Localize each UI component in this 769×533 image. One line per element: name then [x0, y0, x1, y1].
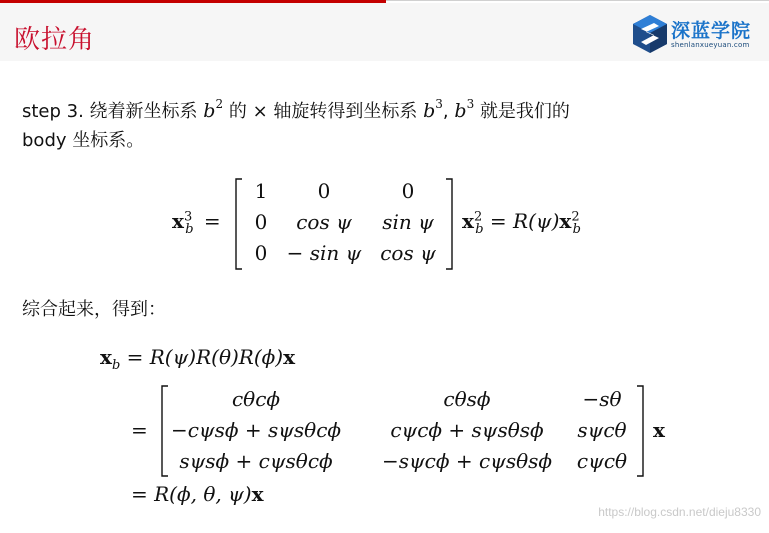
matrix-cell: 0 [401, 179, 415, 203]
matrix-cell: sin ψ [382, 210, 434, 234]
matrix-cell: cos ψ [296, 210, 352, 234]
top-divider [386, 0, 769, 1]
eq2-line1: $x_b = R(\psi)R(\theta)R(\phi)x$ [100, 345, 296, 373]
matrix-cell: cθcϕ [231, 387, 281, 411]
logo-cube-icon [632, 14, 668, 54]
symbol-b3-second: $b^3$ [454, 97, 475, 122]
matrix-cell: 0 [317, 179, 331, 203]
step-prefix: step 3. 绕着新坐标系 [22, 101, 198, 122]
body-frame-line: body 坐标系。 [22, 130, 145, 151]
eq2-matrix-x: x [653, 418, 665, 442]
eq2-line3: = R(ϕ, θ, ψ)x [131, 482, 264, 506]
eq1-lhs: $x^3_b$ = [172, 209, 221, 237]
eq1-left-bracket [234, 178, 244, 270]
matrix-cell: −cψsϕ + sψsθcϕ [170, 418, 342, 442]
step-3-line [22, 97, 570, 126]
matrix-cell: cθsϕ [443, 387, 491, 411]
slide-title: 欧拉角 [14, 25, 96, 55]
eq1-right-bracket [444, 178, 454, 270]
matrix-cell: 0 [254, 241, 268, 265]
combined-rotation-equation [100, 340, 680, 520]
matrix-cell: sψsϕ + cψsθcϕ [179, 449, 333, 473]
comma: , [442, 101, 449, 122]
matrix-cell: − sin ψ [286, 241, 362, 265]
combine-line: 综合起来，得到： [22, 299, 166, 320]
slide-header [0, 3, 769, 61]
matrix-cell: −sψcϕ + cψsθsϕ [381, 449, 553, 473]
matrix-cell: cos ψ [380, 241, 436, 265]
rotation-equation-psi [172, 175, 602, 273]
matrix-cell: −sθ [582, 387, 622, 411]
matrix-cell: 1 [254, 179, 268, 203]
matrix-cell: 0 [254, 210, 268, 234]
step-after-text: 就是我们的 [479, 101, 570, 122]
matrix-cell: cψcϕ + sψsθsϕ [390, 418, 544, 442]
shenlan-logo [632, 14, 762, 54]
eq1-rhs: $x^2_b = R(\psi)x^2_b$ [462, 209, 581, 237]
step-mid-text: 的 × 轴旋转得到坐标系 [228, 101, 418, 122]
eq2-right-bracket [635, 385, 645, 477]
logo-name: 深蓝学院 [671, 20, 752, 42]
watermark: https://blog.csdn.net/dieju8330 [598, 505, 761, 519]
eq2-equals: = [131, 418, 148, 442]
symbol-b3: $b^3$ [423, 97, 443, 122]
eq2-left-bracket [160, 385, 170, 477]
matrix-cell: sψcθ [577, 418, 627, 442]
matrix-cell: cψcθ [576, 449, 628, 473]
symbol-b2: $b^2$ [203, 97, 224, 122]
logo-domain: shenlanxueyuan.com [671, 41, 750, 49]
